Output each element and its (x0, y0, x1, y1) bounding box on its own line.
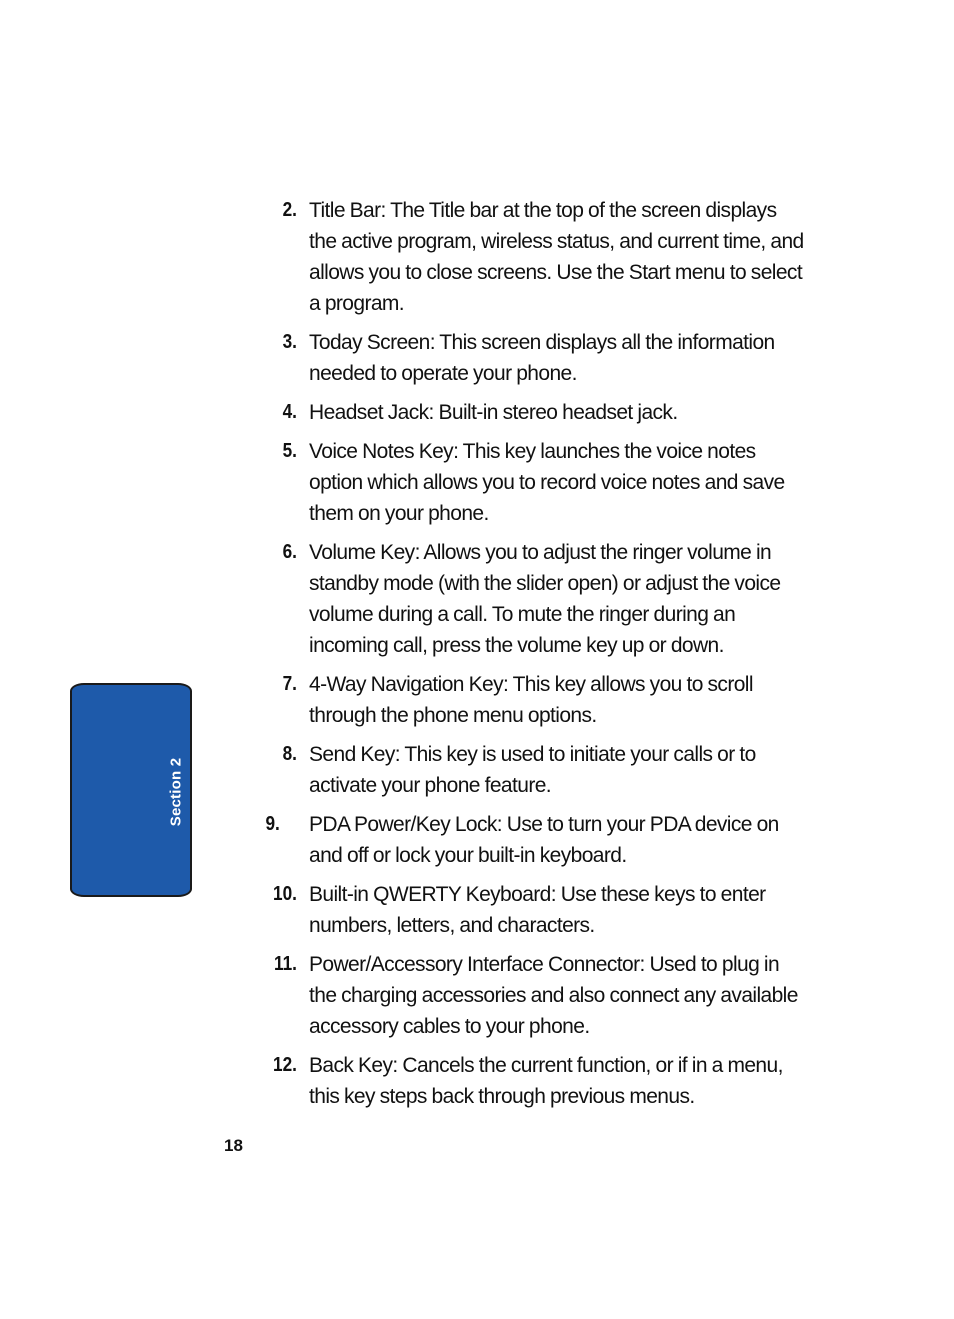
list-item (262, 1050, 807, 1112)
item-text: Send Key: This key is used to initiate your calls or to activate your phone feature. (309, 743, 756, 797)
item-number: 10. (273, 883, 297, 905)
list-item (262, 397, 807, 428)
item-text: Built-in QWERTY Keyboard: Use these keys to enter numbers, letters, and characters. (309, 883, 766, 937)
page-number: 18 (224, 1136, 243, 1155)
item-text: Today Screen: This screen displays all the information needed to operate your phone. (309, 331, 775, 385)
list-item (262, 436, 807, 529)
item-number: 8. (282, 743, 297, 765)
item-text: Headset Jack: Built-in stereo headset jack. (309, 401, 678, 424)
item-text: Power/Accessory Interface Connector: Used to plug in the charging accessories and also connect any available accessory cables to your phone. (309, 953, 798, 1038)
numbered-list (262, 195, 807, 1120)
list-item (262, 949, 807, 1042)
item-text: Volume Key: Allows you to adjust the ringer volume in standby mode (with the slider open) or adjust the voice volume during a call. To mute the ringer during an incoming call, press the volume key up or down. (309, 541, 781, 657)
list-item (262, 809, 807, 871)
item-text: Title Bar: The Title bar at the top of the screen displays the active program, wireless status, and current time, and allows you to close screens. Use the Start menu to select a program. (309, 199, 804, 315)
list-item (262, 669, 807, 731)
list-item (262, 537, 807, 661)
item-number: 7. (282, 673, 297, 695)
item-number: 9. (265, 813, 280, 835)
list-item (262, 739, 807, 801)
list-item (262, 879, 807, 941)
item-text: Voice Notes Key: This key launches the voice notes option which allows you to record voice notes and save them on your phone. (309, 440, 785, 525)
item-number: 2. (282, 199, 297, 221)
list-item (262, 327, 807, 389)
section-tab-label: Section 2 (167, 757, 185, 827)
item-number: 3. (282, 331, 297, 353)
item-number: 12. (273, 1054, 297, 1076)
item-text: PDA Power/Key Lock: Use to turn your PDA device on and off or lock your built-in keyboard. (309, 813, 779, 867)
list-item (262, 195, 807, 319)
item-number: 11. (273, 953, 297, 975)
item-text: Back Key: Cancels the current function, or if in a menu, this key steps back through previous menus. (309, 1054, 783, 1108)
item-number: 6. (282, 541, 297, 563)
item-number: 4. (282, 401, 297, 423)
item-number: 5. (282, 440, 297, 462)
item-text: 4-Way Navigation Key: This key allows you to scroll through the phone menu options. (309, 673, 753, 727)
